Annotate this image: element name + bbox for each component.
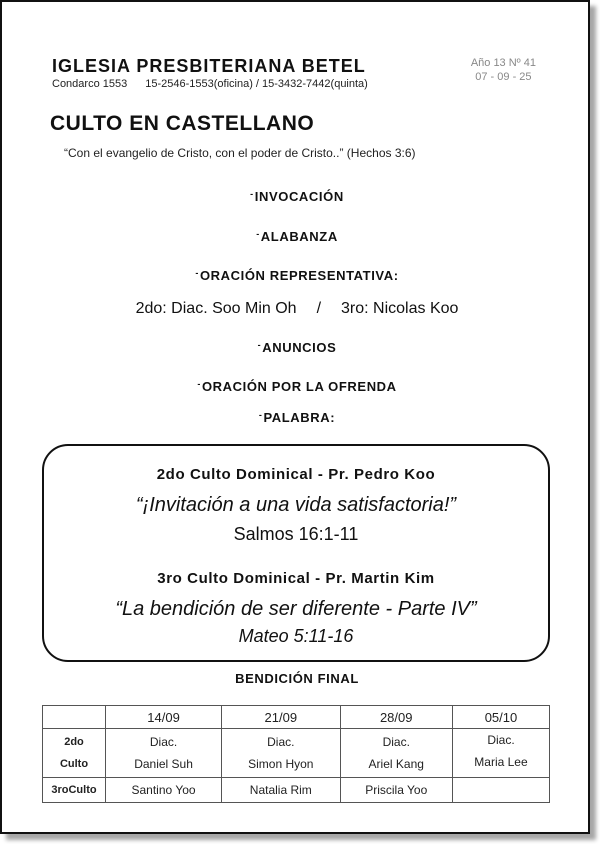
row-label-second-service	[43, 729, 106, 778]
usher-cell	[340, 729, 452, 778]
usher-name: Simon Hyon	[248, 757, 314, 771]
issue-number: Año 13 Nº 41	[470, 57, 536, 69]
prayer-separator: /	[316, 300, 322, 317]
usher-cell: Santino Yoo	[106, 778, 222, 803]
order-item-label: ALABANZA	[260, 229, 338, 244]
service-heading-third: 3ro Culto Dominical - Pr. Martin Kim	[157, 570, 435, 587]
service-heading-second: 2do Culto Dominical - Pr. Pedro Koo	[156, 466, 436, 483]
order-item-label: ANUNCIOS	[262, 340, 337, 355]
prayer-leader-third: 3ro: Nicolas Koo	[341, 300, 459, 317]
closing-benediction: BENDICIÓN FINAL	[235, 671, 359, 686]
usher-cell	[106, 729, 222, 778]
usher-name: Ariel Kang	[368, 757, 424, 771]
order-item-oracion-ofrenda	[2, 379, 592, 394]
date-cell: 21/09	[222, 706, 340, 729]
usher-cell	[222, 729, 340, 778]
usher-title: Diac.	[487, 733, 515, 747]
prayer-leaders	[2, 300, 592, 318]
usher-title: Diac.	[382, 735, 410, 749]
bullet-mark: -	[257, 340, 262, 350]
date-cell: 14/09	[106, 706, 222, 729]
phone-numbers: 15-2546-1553(oficina) / 15-3432-7442(quinta)	[145, 78, 368, 90]
order-item-label: ORACIÓN POR LA OFRENDA	[201, 379, 397, 394]
table-row	[43, 729, 550, 778]
sermon-title-second: “¡Invitación a una vida satisfactoria!”	[135, 494, 457, 516]
order-item-invocacion	[2, 189, 592, 204]
issue-date: 07 - 09 - 25	[475, 71, 532, 83]
sermon-title-third: “La bendición de ser diferente - Parte IV”	[115, 598, 477, 620]
date-cell: 05/10	[452, 706, 549, 729]
page-title: CULTO EN CASTELLANO	[50, 112, 315, 135]
church-address	[52, 78, 368, 90]
order-item-label: PALABRA:	[263, 410, 336, 425]
row-label-line: 2do	[64, 736, 84, 748]
scripture-ref-second: Salmos 16:1-11	[233, 524, 359, 544]
table-header-row	[43, 706, 550, 729]
issue-info	[471, 56, 536, 84]
bullet-mark: -	[256, 229, 260, 239]
usher-cell	[452, 778, 549, 803]
usher-title: Diac.	[267, 735, 295, 749]
scripture-ref-third: Mateo 5:11-16	[238, 626, 354, 646]
bullet-mark: -	[258, 410, 263, 420]
row-label-third-service: 3roCulto	[43, 778, 106, 803]
church-name: IGLESIA PRESBITERIANA BETEL	[52, 56, 366, 76]
order-item-palabra	[2, 410, 592, 425]
table-row	[43, 778, 550, 803]
sermon-box	[42, 444, 550, 662]
bullet-mark: -	[197, 379, 201, 389]
bullet-mark: -	[195, 268, 199, 278]
bullet-mark: -	[250, 189, 254, 199]
usher-name: Daniel Suh	[134, 757, 193, 771]
usher-cell	[452, 729, 549, 778]
row-label-line: Culto	[59, 758, 89, 770]
usher-cell: Priscila Yoo	[340, 778, 452, 803]
usher-cell: Natalia Rim	[222, 778, 340, 803]
date-cell: 28/09	[340, 706, 452, 729]
street-address: Condarco 1553	[52, 78, 128, 90]
usher-title: Diac.	[149, 735, 178, 749]
prayer-leader-second: 2do: Diac. Soo Min Oh	[135, 300, 297, 317]
corner-cell	[43, 706, 106, 729]
order-item-anuncios	[2, 340, 592, 355]
order-item-alabanza	[2, 229, 592, 244]
order-item-label: INVOCACIÓN	[254, 189, 344, 204]
order-item-label: ORACIÓN REPRESENTATIVA:	[199, 268, 399, 283]
schedule-table	[42, 705, 550, 803]
order-item-oracion-representativa	[2, 268, 592, 283]
usher-name: Maria Lee	[474, 755, 528, 769]
theme-verse: “Con el evangelio de Cristo, con el poder de Cristo..” (Hechos 3:6)	[64, 146, 416, 160]
